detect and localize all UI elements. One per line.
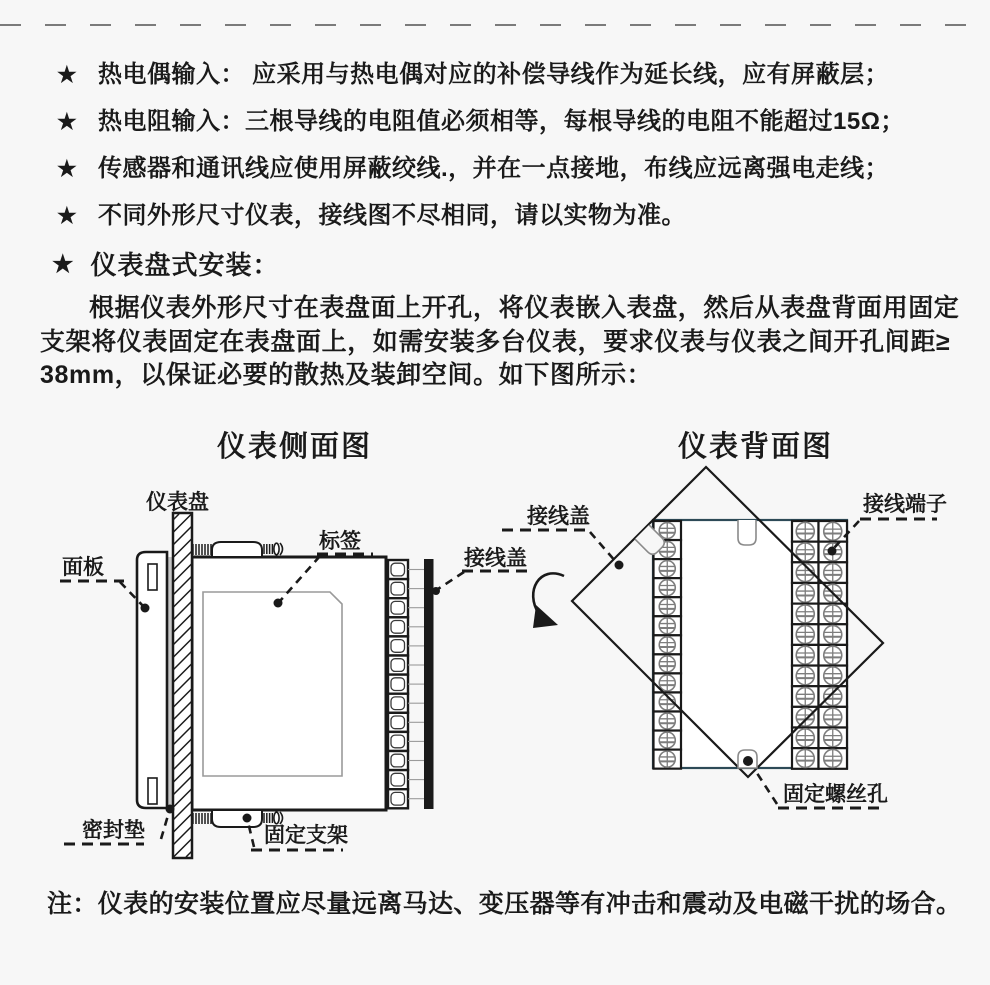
screw-head-cap bbox=[280, 543, 283, 555]
side-view-diagram bbox=[40, 470, 540, 870]
install-paragraph bbox=[40, 292, 960, 393]
back-view-diagram bbox=[500, 455, 980, 875]
terminal-cover-bar bbox=[424, 559, 434, 809]
tag-area bbox=[203, 592, 342, 776]
label-tag: 标签 bbox=[319, 530, 361, 553]
label-front-panel: 面板 bbox=[62, 556, 104, 579]
leader-line bbox=[590, 532, 616, 562]
leader-line bbox=[755, 770, 777, 804]
screw-head-cap bbox=[280, 812, 283, 824]
leader-dot bbox=[141, 604, 150, 613]
bullet-list bbox=[57, 60, 905, 248]
bullet-item bbox=[57, 154, 905, 201]
star-icon: ★ bbox=[52, 251, 74, 278]
bottom-note: 注：仪表的安装位置应尽量远离马达、变压器等有冲击和震动及电磁干扰的场合。 bbox=[47, 890, 962, 918]
dashed-divider bbox=[0, 24, 990, 26]
paragraph-line: 38mm，以保证必要的散热及装卸空间。如下图所示： bbox=[40, 361, 653, 389]
bezel-clip bbox=[148, 564, 157, 590]
bullet-item bbox=[57, 201, 905, 248]
paragraph-line: 支架将仪表固定在表盘面上，如需安装多台仪表，要求仪表与仪表之间开孔间距≥ bbox=[40, 327, 951, 356]
label-panel-board: 仪表盘 bbox=[146, 491, 209, 514]
label-bracket: 固定支架 bbox=[264, 824, 348, 847]
leader-dot bbox=[166, 805, 175, 814]
screw-head bbox=[274, 812, 279, 824]
paragraph-line: 根据仪表外形尺寸在表盘面上开孔，将仪表嵌入表盘，然后从表盘背面用固定 bbox=[89, 294, 960, 322]
leader-line bbox=[161, 812, 169, 839]
bullet-text: 热电偶输入： 应采用与热电偶对应的补偿导线作为延长线，应有屏蔽层； bbox=[98, 61, 890, 88]
mounting-bracket-bottom bbox=[212, 810, 262, 827]
section-heading bbox=[52, 250, 280, 280]
bullet-text: 热电阻输入：三根导线的电阻值必须相等，每根导线的电阻不能超过15Ω； bbox=[98, 108, 905, 135]
leader-dot bbox=[828, 547, 837, 556]
star-icon: ★ bbox=[57, 203, 77, 228]
section-title: 仪表盘式安装： bbox=[90, 250, 280, 280]
side-view-title: 仪表侧面图 bbox=[217, 431, 373, 463]
label-terminal-cover: 接线盖 bbox=[527, 505, 590, 528]
label-gasket: 密封垫 bbox=[82, 819, 145, 842]
leader-line bbox=[438, 572, 464, 589]
back-view-title: 仪表背面图 bbox=[678, 431, 834, 463]
label-terminal-cover: 接线盖 bbox=[464, 547, 527, 570]
fixing-screw-hole bbox=[743, 756, 753, 766]
label-terminals: 接线端子 bbox=[863, 493, 947, 516]
rotation-arrowhead bbox=[533, 605, 558, 628]
bullet-text: 不同外形尺寸仪表，接线图不尽相同，请以实物为准。 bbox=[98, 202, 686, 229]
star-icon: ★ bbox=[57, 62, 77, 87]
mounting-bracket-top bbox=[212, 542, 262, 557]
leader-dot bbox=[432, 587, 440, 595]
top-notch bbox=[738, 520, 756, 545]
leader-dot bbox=[615, 561, 624, 570]
bullet-item bbox=[57, 107, 905, 154]
star-icon: ★ bbox=[57, 156, 77, 181]
bullet-text: 传感器和通讯线应使用屏蔽绞线.，并在一点接地，布线应远离强电走线； bbox=[98, 155, 890, 182]
star-icon: ★ bbox=[57, 109, 77, 134]
leader-dot bbox=[243, 814, 252, 823]
terminal-block-column bbox=[388, 560, 424, 808]
screw-head bbox=[274, 543, 279, 555]
label-screw-hole: 固定螺丝孔 bbox=[783, 783, 888, 806]
bullet-item bbox=[57, 60, 905, 107]
bezel-clip bbox=[148, 778, 157, 804]
leader-dot bbox=[274, 599, 283, 608]
